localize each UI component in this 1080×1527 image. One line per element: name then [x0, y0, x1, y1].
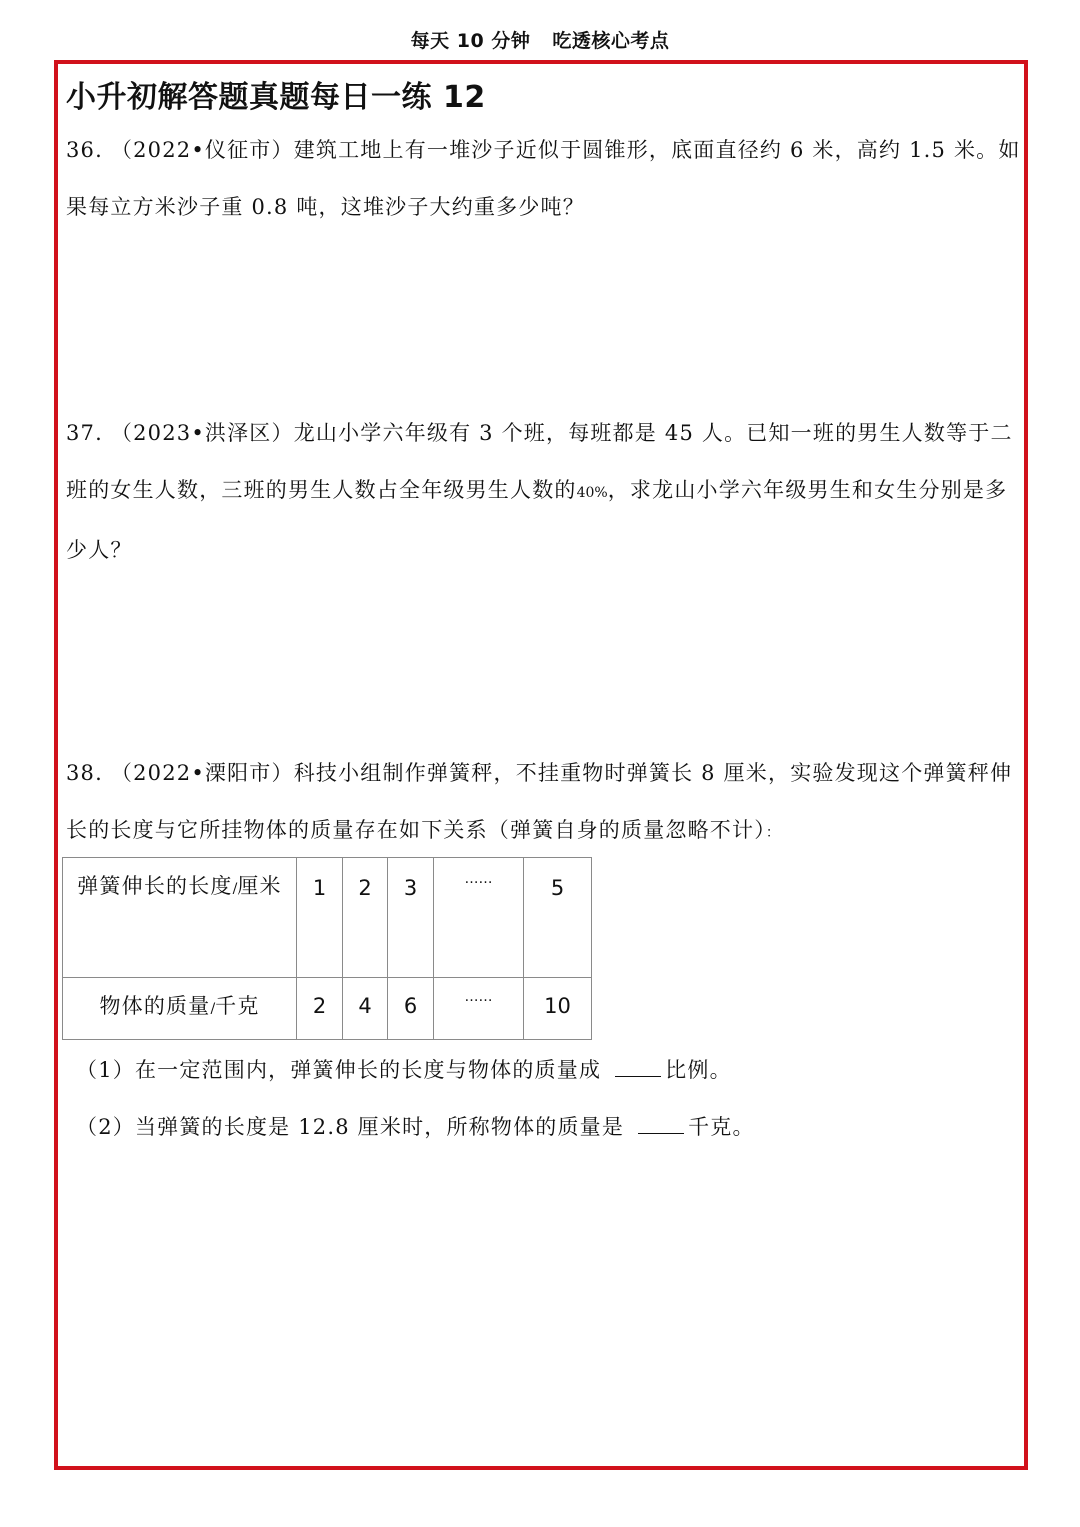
question-38-text: 38. （2022•溧阳市）科技小组制作弹簧秤，不挂重物时弹簧长 8 厘米，实验发现这个弹簧秤伸长的长度与它所挂物体的质量存在如下关系（弹簧自身的质量忽略不计）: [66, 761, 1013, 842]
question-37-percent: 40%: [576, 485, 608, 501]
header-right-text: 吃透核心考点: [552, 30, 670, 52]
table-cell: 2: [343, 858, 388, 978]
table-cell-ellipsis: ……: [434, 858, 524, 978]
answer-blank[interactable]: [638, 1113, 684, 1134]
page-title: 小升初解答题真题每日一练 12: [66, 80, 486, 115]
table-row-label: [63, 978, 297, 1040]
label-separator: /: [232, 881, 238, 897]
header-left-text: 每天 10 分钟: [410, 30, 531, 52]
page-header: [0, 26, 1080, 53]
part-2-prefix: （2）当弹簧的长度是 12.8 厘米时，所称物体的质量是: [76, 1115, 625, 1139]
question-38: [66, 745, 1021, 862]
table-cell: 2: [297, 978, 343, 1040]
table-cell-ellipsis: ……: [434, 978, 524, 1040]
table-row-mass: [63, 978, 592, 1040]
question-38-part-2: [76, 1111, 755, 1141]
question-37: [66, 405, 1021, 579]
table-row-label: [63, 858, 297, 978]
label-separator: /: [210, 1001, 216, 1017]
part-2-suffix: 千克。: [688, 1115, 755, 1139]
table-cell: 5: [524, 858, 592, 978]
part-1-prefix: （1）在一定范围内，弹簧伸长的长度与物体的质量成: [76, 1058, 602, 1082]
question-37-text-a: 37. （2023•洪泽区）龙山小学六年级有 3 个班，每班都是 45 人。已知一班的男生人数等于二班的女生人数，三班的男生人数占全年级男生人数的: [66, 421, 1013, 502]
label-text-a: 弹簧伸长的长度: [77, 874, 233, 898]
question-38-part-1: [76, 1054, 732, 1084]
spring-data-table: [62, 857, 592, 1040]
answer-blank[interactable]: [615, 1056, 661, 1077]
table-cell: 1: [297, 858, 343, 978]
question-36: 36. （2022•仪征市）建筑工地上有一堆沙子近似于圆锥形，底面直径约 6 米，高约 1.5 米。如果每立方米沙子重 0.8 吨，这堆沙子大约重多少吨？: [66, 138, 1021, 219]
part-1-suffix: 比例。: [665, 1058, 732, 1082]
question-38-colon: ：: [765, 825, 780, 841]
label-text-b: 千克: [215, 994, 260, 1018]
table-cell: 3: [388, 858, 434, 978]
table-cell: 4: [343, 978, 388, 1040]
label-text-a: 物体的质量: [99, 994, 211, 1018]
table-row-extension: [63, 858, 592, 978]
table-cell: 10: [524, 978, 592, 1040]
table-cell: 6: [388, 978, 434, 1040]
label-text-b: 厘米: [237, 874, 282, 898]
question-37-text-b: ，求龙山小学六年级男生和女生分别是多少人？: [66, 478, 1008, 562]
